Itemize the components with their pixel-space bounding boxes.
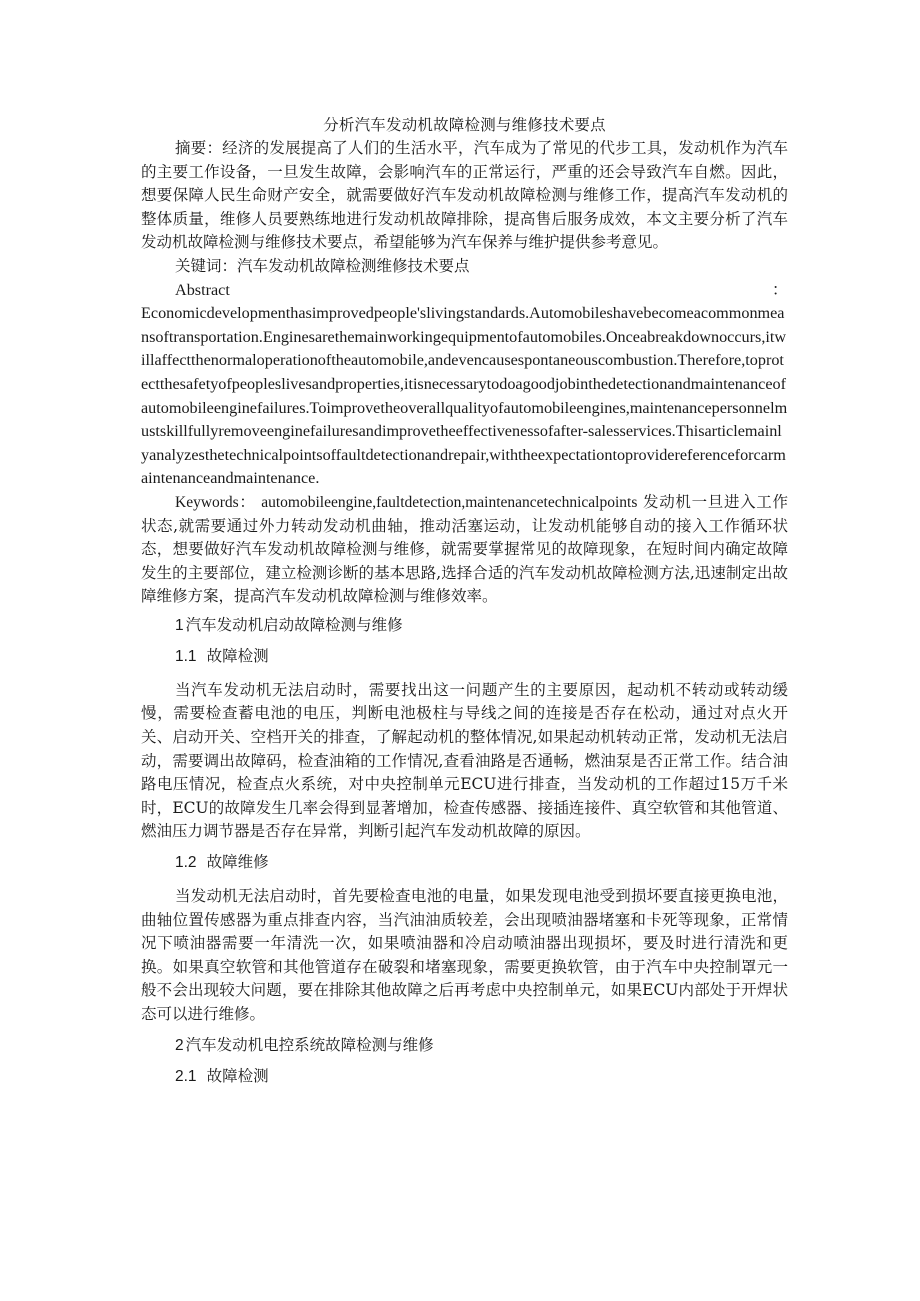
section-1-2-heading (141, 850, 788, 875)
keywords-en-text: automobileengine,faultdetection,maintenancetechnicalpoints (261, 493, 638, 511)
section-1-2-text: 当发动机无法启动时，首先要检查电池的电量，如果发现电池受到损坏要直接更换电池，曲轴位置传感器为重点排查内容，当汽油油质较差，会出现喷油器堵塞和卡死等现象，正常情况下喷油器需要一年清洗一次，如果喷油器和冷启动喷油器出现损坏，要及时进行清洗和更换。如果真空软管和其他管道存在破裂和堵塞现象，需要更换软管，由于汽车中央控制罩元一般不会出现较大问题，要在排除其他故障之后再考虑中央控制单元，如果ECU内部处于开焊状态可以进行维修。 (141, 887, 788, 1023)
section-1-2-title: 故障维修 (206, 853, 269, 872)
keywords-en-paragraph (141, 491, 788, 609)
section-2-1-number: 2.1 (175, 1067, 197, 1085)
abstract-en-heading (141, 279, 788, 303)
keywords-cn: 关键词：汽车发动机故障检测维修技术要点 (175, 256, 470, 275)
intro-cn: 发动机一旦进入工作状态,就需要通过外力转动发动机曲轴，推动活塞运动，让发动机能够自动的接入工作循环状态，想要做好汽车发动机故障检测与维修，就需要掌握常见的故障现象，在短时间内确定故障发生的主要部位，建立检测诊断的基本思路,选择合适的汽车发动机故障检测方法,迅速制定出故障维修方案，提高汽车发动机故障检测与维修效率。 (141, 492, 788, 606)
abstract-en-colon: ： (771, 280, 788, 299)
keywords-en-label: Keywords： (175, 493, 256, 511)
abstract-en-text: Economicdevelopmenthasimprovedpeople'slivingstandards.Automobileshavebecomeacommonmeansoftransportation.Enginesarethemainworkingequipmentofautomobiles.Onceabreakdownoccurs,itwillaffectthenormaloperationoftheautomobile,andevencausespontaneouscombustion.Therefore,toprotectthesafetyofpeopleslivesandproperties,itisnecessarytodoagoodjobinthedetectionandmaintenanceofautomobileenginefailures.Toimprovetheoverallqualityofautomobileengines,maintenancepersonnelmustskillfullyremoveenginefailuresandimprovetheeffectivenessofafter-salesservices.Thisarticlemainlyanalyzesthetechnicalpointsoffaultdetectionandrepair,withtheexpectationtoprovidereferenceforcarmaintenanceandmaintenance. (141, 304, 788, 488)
section-1-1-number: 1.1 (175, 647, 197, 665)
section-2-1-title: 故障检测 (206, 1066, 269, 1085)
section-1-1-heading (141, 644, 788, 669)
section-2-title: 汽车发动机电控系统故障检测与维修 (185, 1035, 434, 1054)
section-1-heading (141, 613, 788, 638)
section-2-number: 2 (175, 1036, 184, 1054)
section-1-2-number: 1.2 (175, 854, 197, 872)
section-2-heading (141, 1033, 788, 1058)
document-title: 分析汽车发动机故障检测与维修技术要点 (323, 116, 606, 134)
section-1-number: 1 (175, 616, 184, 634)
section-1-1-title: 故障检测 (206, 646, 269, 665)
section-1-1-text: 当汽车发动机无法启动时，需要找出这一问题产生的主要原因，起动机不转动或转动缓慢，需要检查蓄电池的电压，判断电池极柱与导线之间的连接是否存在松动，通过对点火开关、启动开关、空档开关的排查，了解起动机的整体情况,如果起动机转动正常，发动机无法启动，需要调出故障码，检查油箱的工作情况,查看油路是否通畅，燃油泵是否正常工作。结合油路电压情况，检查点火系统，对中央控制单元ECU进行排查，当发动机的工作超过15万千米时，ECU的故障发生几率会得到显著增加，检查传感器、接插连接件、真空软管和其他管道、燃油压力调节器是否存在异常，判断引起汽车发动机故障的原因。 (141, 680, 788, 841)
section-2-1-heading (141, 1064, 788, 1089)
abstract-en-label: Abstract (175, 280, 230, 299)
abstract-cn: 摘要：经济的发展提高了人们的生活水平，汽车成为了常见的代步工具，发动机作为汽车的主要工作设备，一旦发生故障，会影响汽车的正常运行，严重的还会导致汽车自燃。因此，想要保障人民生命财产安全，就需要做好汽车发动机故障检测与维修工作，提高汽车发动机的整体质量，维修人员要熟练地进行发动机故障排除，提高售后服务成效，本文主要分析了汽车发动机故障检测与维修技术要点，希望能够为汽车保养与维护提供参考意见。 (141, 139, 788, 252)
section-1-title: 汽车发动机启动故障检测与维修 (185, 615, 403, 634)
document-page (141, 113, 788, 1099)
